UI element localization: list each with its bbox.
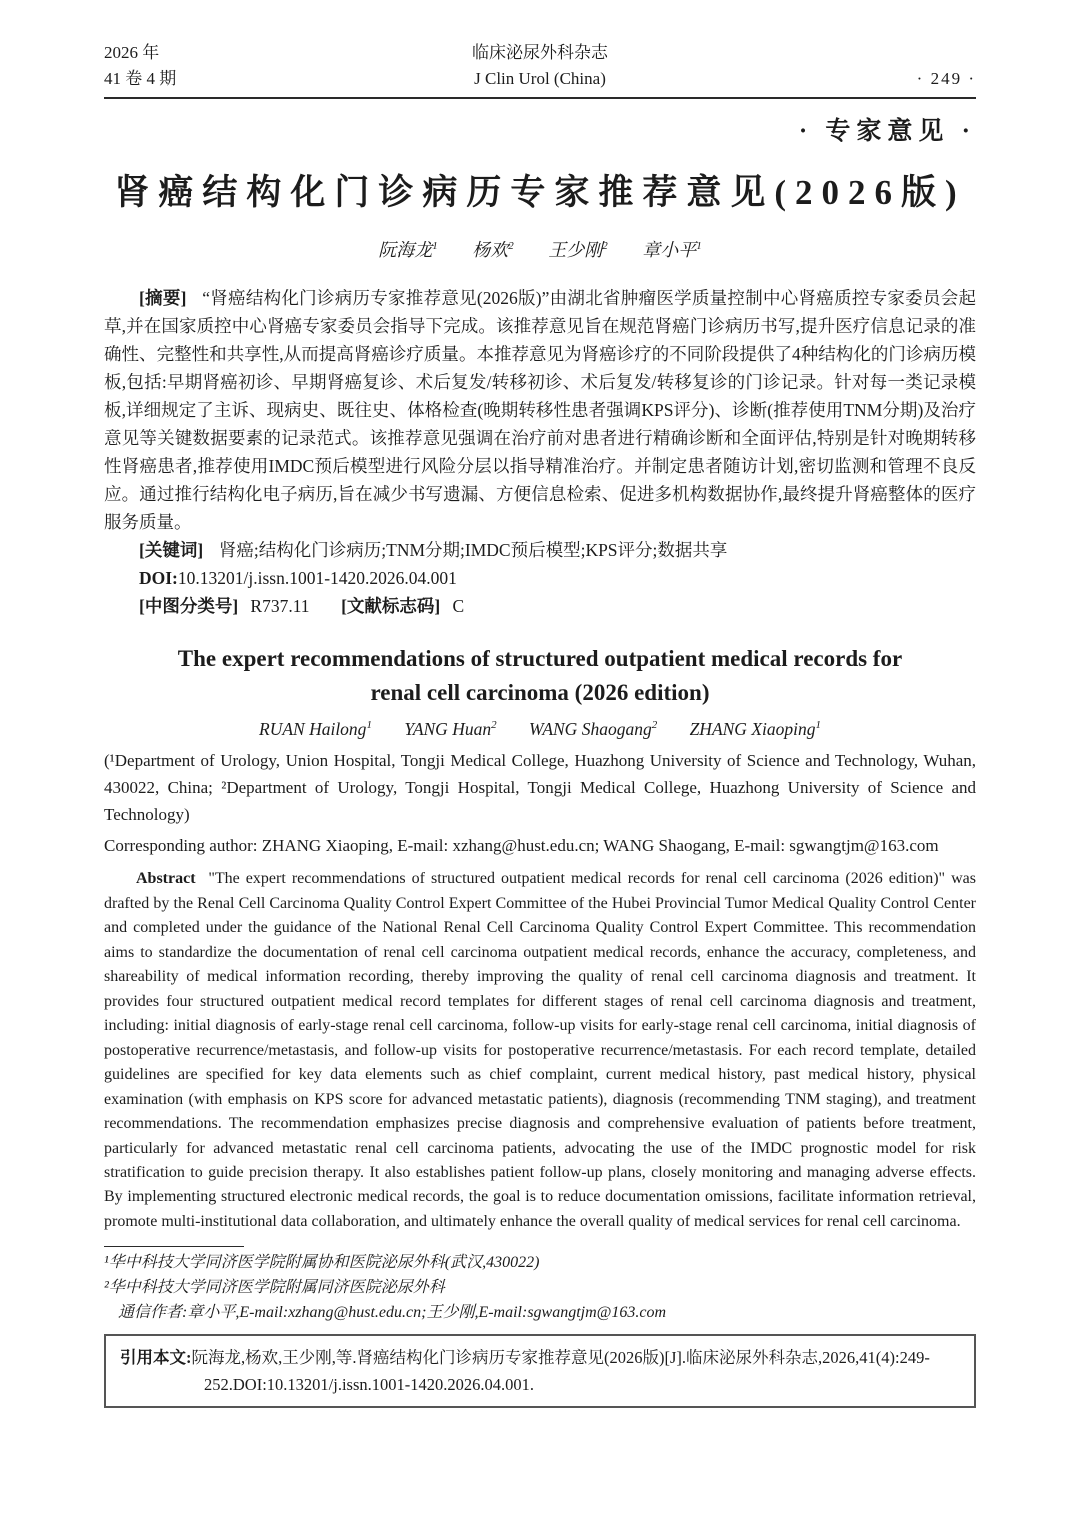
corresponding-author-en: Corresponding author: ZHANG Xiaoping, E-mail: xzhang@hust.edu.cn; WANG Shaogang, E-mail: sgwangtjm@163.com bbox=[104, 835, 939, 855]
author-affiliation-mark: 1 bbox=[432, 240, 438, 253]
author-affiliation-mark: 2 bbox=[508, 240, 514, 253]
author-affiliation-mark: 1 bbox=[815, 719, 821, 732]
abstract-en-text: "The expert recommendations of structured outpatient medical records for renal cell carcinoma (2026 edition)" was drafted by the Renal Cell Carcinoma Quality Control Expert Committee of the Hubei Provincial Tumor Medical Quality Control Center and completed under the guidance of the National Renal Cell Carcinoma Quality Control Expert Committee. This recommendation aims to standardize the documentation of renal cell carcinoma outpatient medical records, enhance the accuracy, completeness, and shareability of medical information recording, thereby improving the quality of renal cell carcinoma diagnosis and treatment. It provides four structured outpatient medical record templates for different stages of renal cell carcinoma diagnosis and treatment, including: initial diagnosis of early-stage renal cell carcinoma, follow-up visits for early-stage renal cell carcinoma, initial diagnosis of postoperative recurrence/metastasis, and follow-up visits for postoperative recurrence/metastasis. For each record template, detailed guidelines are specified for key data elements such as chief complaint, current medical history, past medical history, physical examination (with emphasis on KPS score for advanced metastatic patients), diagnosis (recommending TNM staging), and treatment recommendations. The recommendation emphasizes precise diagnosis and comprehensive evaluation of patients before treatment, particularly for advanced metastatic renal cell carcinoma patients, advocating the use of the IMDC prognostic model for risk stratification to guide precision therapy. It also establishes patient follow-up plans, closely monitoring and managing adverse effects. By implementing structured electronic medical records, the goal is to reduce documentation omissions, facilitate information retrieval, promote multi-institutional data collaboration, and ultimately enhance the overall quality of medical services for renal cell carcinoma. bbox=[104, 870, 976, 1230]
footnote-affiliation-1: ¹华中科技大学同济医学院附属协和医院泌尿外科(武汉,430022) bbox=[104, 1254, 540, 1272]
author-en bbox=[690, 719, 821, 739]
author-affiliation-mark: 2 bbox=[491, 719, 497, 732]
footnote-rule bbox=[104, 1246, 244, 1247]
author-name: YANG Huan bbox=[404, 718, 492, 739]
keywords-label: [关键词] bbox=[139, 540, 204, 561]
affiliation-en: (¹Department of Urology, Union Hospital, Tongji Medical College, Huazhong University of Science and Technology, Wuhan, 430022, China; ²Department of Urology, Tongji Hospital, Tongji Medical College, Huazhong University of Science and Technology) bbox=[104, 750, 976, 824]
author-cn bbox=[378, 240, 438, 260]
section-label: · 专家意见 · bbox=[798, 118, 976, 145]
footnote-affiliation-2: ²华中科技大学同济医学院附属同济医院泌尿外科 bbox=[104, 1279, 445, 1297]
citation-body: 阮海龙,杨欢,王少刚,等.肾癌结构化门诊病历专家推荐意见(2026版)[J].临床泌尿外科杂志,2026,41(4):249-252.DOI:10.13201/j.issn.1001-1420.2026.04.001. bbox=[191, 1347, 930, 1395]
article-title-en-line2: renal cell carcinoma (2026 edition) bbox=[370, 679, 710, 705]
author-en bbox=[529, 719, 657, 739]
running-head bbox=[104, 40, 976, 91]
header-year: 2026 年 bbox=[104, 43, 160, 62]
page-number: · 249 · bbox=[916, 68, 976, 88]
journal-title-en: J Clin Urol (China) bbox=[474, 68, 606, 88]
abstract-en bbox=[104, 867, 976, 1234]
running-head-left bbox=[104, 40, 284, 91]
running-head-right bbox=[796, 66, 976, 92]
author-en bbox=[259, 719, 372, 739]
author-name: RUAN Hailong bbox=[259, 718, 367, 739]
author-affiliation-mark: 1 bbox=[366, 719, 372, 732]
author-name: 杨欢 bbox=[472, 240, 509, 261]
author-name: ZHANG Xiaoping bbox=[689, 718, 816, 739]
abstract-en-label: Abstract bbox=[136, 870, 196, 888]
author-name: 章小平 bbox=[642, 240, 697, 261]
article-title-en bbox=[104, 642, 976, 709]
author-name: WANG Shaogang bbox=[528, 718, 652, 739]
author-en bbox=[404, 719, 496, 739]
abstract-cn-label: [摘要] bbox=[139, 288, 187, 309]
author-affiliation-mark: 2 bbox=[602, 240, 608, 253]
doi-label: DOI: bbox=[139, 568, 178, 589]
footnote-corresponding-author: 通信作者:章小平,E-mail:xzhang@hust.edu.cn;王少刚,E-mail:sgwangtjm@163.com bbox=[118, 1304, 667, 1321]
abstract-cn bbox=[104, 284, 976, 536]
author-cn bbox=[548, 240, 608, 260]
header-volume-issue: 41 卷 4 期 bbox=[104, 68, 177, 88]
doi-line bbox=[104, 564, 976, 592]
keywords-text: 肾癌;结构化门诊病历;TNM分期;IMDC预后模型;KPS评分;数据共享 bbox=[218, 540, 728, 561]
document-code-label: [文献标志码] bbox=[341, 596, 441, 617]
clc-value: R737.11 bbox=[250, 596, 310, 617]
clc-label: [中图分类号] bbox=[139, 596, 239, 617]
doi-value: 10.13201/j.issn.1001-1420.2026.04.001 bbox=[177, 568, 457, 589]
keywords-line bbox=[104, 536, 976, 564]
author-cn bbox=[642, 240, 702, 260]
author-cn bbox=[472, 240, 514, 260]
clc-line bbox=[104, 592, 976, 620]
author-name: 王少刚 bbox=[548, 240, 603, 261]
citation-box bbox=[104, 1334, 976, 1408]
header-rule bbox=[104, 97, 976, 99]
footnotes bbox=[104, 1251, 976, 1325]
citation-label: 引用本文: bbox=[120, 1347, 192, 1367]
abstract-cn-text: “肾癌结构化门诊病历专家推荐意见(2026版)”由湖北省肿瘤医学质量控制中心肾癌质控专家委员会起草,并在国家质控中心肾癌专家委员会指导下完成。该推荐意见旨在规范肾癌门诊病历书写,提升医疗信息记录的准确性、完整性和共享性,从而提高肾癌诊疗质量。本推荐意见为肾癌诊疗的不同阶段提供了4种结构化的门诊病历模板,包括:早期肾癌初诊、早期肾癌复诊、术后复发/转移初诊、术后复发/转移复诊的门诊记录。针对每一类记录模板,详细规定了主诉、现病史、既往史、体格检查(晚期转移性患者强调KPS评分)、诊断(推荐使用TNM分期)及治疗意见等关键数据要素的记录范式。该推荐意见强调在治疗前对患者进行精确诊断和全面评估,特别是针对晚期转移性肾癌患者,推荐使用IMDC预后模型进行风险分层以指导精准治疗。并制定患者随访计划,密切监测和管理不良反应。通过推行结构化电子病历,旨在减少书写遗漏、方便信息检索、促进多机构数据协作,最终提升肾癌整体的医疗服务质量。 bbox=[104, 288, 977, 533]
journal-title-cn: 临床泌尿外科杂志 bbox=[472, 43, 608, 62]
citation-text bbox=[120, 1344, 960, 1398]
article-title-cn: 肾癌结构化门诊病历专家推荐意见(2026版) bbox=[114, 173, 966, 212]
author-affiliation-mark: 2 bbox=[651, 719, 658, 732]
running-head-center bbox=[284, 40, 796, 91]
author-name: 阮海龙 bbox=[378, 240, 433, 261]
author-affiliation-mark: 1 bbox=[696, 240, 702, 253]
article-title-en-line1: The expert recommendations of structured outpatient medical records for bbox=[177, 646, 903, 672]
authors-en bbox=[104, 719, 976, 740]
document-code-value: C bbox=[452, 596, 465, 617]
authors-cn bbox=[104, 236, 976, 262]
